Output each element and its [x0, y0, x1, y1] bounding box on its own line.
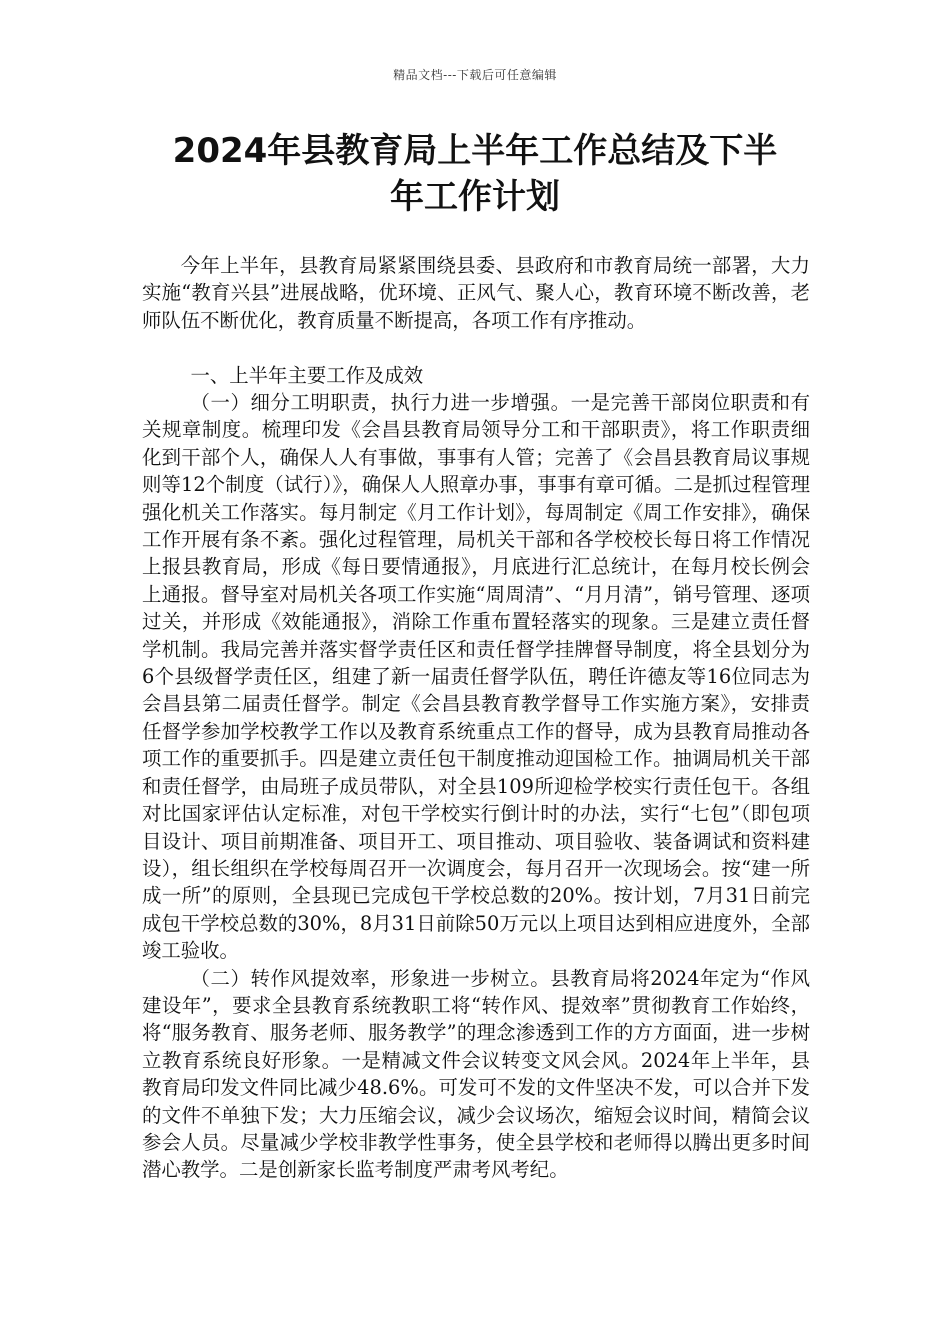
section-2-paragraph: （二）转作风提效率，形象进一步树立。县教育局将2024年定为“作风建设年”，要求全县教育系统教职工将“转作风、提效率”贯彻教育工作始终，将“服务教育、服务老师、服务教学”的理念渗透到工作的方方面面，进一步树立教育系统良好形象。一是精减文件会议转变文风会风。2024年上半年，县教育局印发文件同比减少48.6%。可发可不发的文件坚决不发，可以合并下发的文件不单独下发；大力压缩会议，减少会议场次，缩短会议时间，精简会议参会人员。尽量减少学校非教学性事务，使全县学校和老师得以腾出更多时间潜心教学。二是创新家长监考制度严肃考风考纪。 — [142, 966, 810, 1182]
section-heading-1: 一、上半年主要工作及成效 — [190, 363, 424, 387]
section-1-paragraph: （一）细分工明职责，执行力进一步增强。一是完善干部岗位职责和有关规章制度。梳理印发《会昌县教育局领导分工和干部职责》，将工作职责细化到干部个人，确保人人有事做，事事有人管；完善了《会昌县教育局议事规则等12个制度（试行）》，确保人人照章办事，事事有章可循。二是抓过程管理强化机关工作落实。每月制定《月工作计划》，每周制定《周工作安排》，确保工作开展有条不紊。强化过程管理，局机关干部和各学校校长每日将工作情况上报县教育局，形成《每日要情通报》，月底进行汇总统计，在每月校长例会上通报。督导室对局机关各项工作实施“周周清”、“月月清”，销号管理、逐项过关，并形成《效能通报》，消除工作重布置轻落实的现象。三是建立责任督学机制。我局完善并落实督学责任区和责任督学挂牌督导制度，将全县划分为6个县级督学责任区，组建了新一届责任督学队伍，聘任许德友等16位同志为会昌县第二届责任督学。制定《会昌县教育教学督导工作实施方案》，安排责任督学参加学校教学工作以及教育系统重点工作的督导，成为县教育局推动各项工作的重要抓手。四是建立责任包干制度推动迎国检工作。抽调局机关干部和责任督学，由局班子成员带队，对全县109所迎检学校实行责任包干。各组对比国家评估认定标准，对包干学校实行倒计时的办法，实行“七包”（即包项目设计、项目前期准备、项目开工、项目推动、项目验收、装备调试和资料建设），组长组织在学校每周召开一次调度会，每月召开一次现场会。按“建一所成一所”的原则，全县现已完成包干学校总数的20%。按计划，7月31日前完成包干学校总数的30%，8月31日前除50万元以上项目达到相应进度外，全部竣工验收。 — [142, 391, 810, 963]
intro-paragraph: 今年上半年，县教育局紧紧围绕县委、县政府和市教育局统一部署，大力实施“教育兴县”进展战略，优环境、正风气、聚人心，教育环境不断改善，老师队伍不断优化，教育质量不断提高，各项工作有序推动。 — [142, 254, 810, 332]
document-body — [142, 252, 810, 1184]
title-line-1: 2024年县教育局上半年工作总结及下半 — [172, 131, 778, 171]
header-note: 精品文档---下载后可任意编辑 — [393, 68, 557, 82]
title-line-2: 年工作计划 — [390, 177, 560, 217]
document-title — [125, 128, 825, 220]
